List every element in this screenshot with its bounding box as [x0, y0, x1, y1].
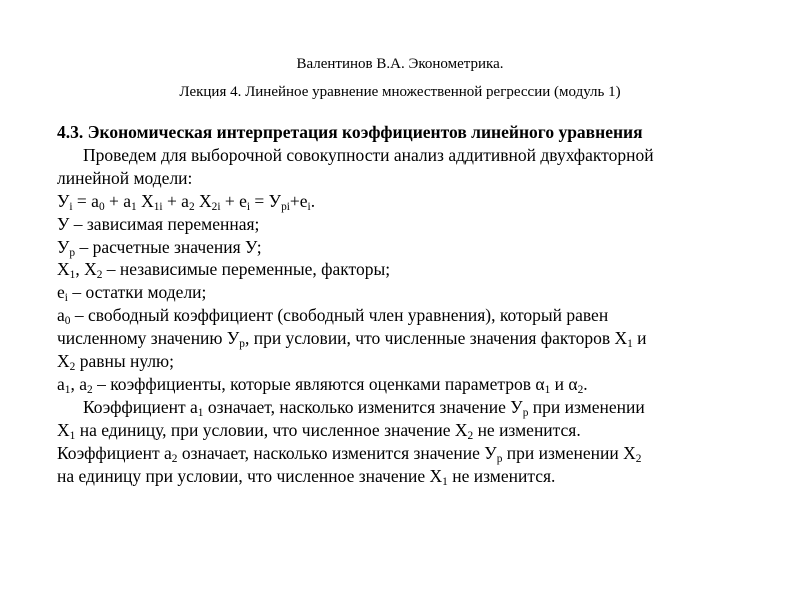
subscript: 1 [544, 383, 551, 396]
subscript: 2 [577, 383, 584, 396]
subscript: 2 [69, 360, 76, 373]
lecture-title: Лекция 4. Линейное уравнение множественной регрессии (модуль 1) [179, 84, 621, 100]
text-line [57, 144, 757, 167]
text-run: X [57, 419, 70, 440]
text-run: , а [70, 373, 87, 394]
subscript: 1 [69, 429, 76, 442]
subscript: 1 [442, 475, 448, 488]
text-run: + е [220, 190, 247, 211]
text-run: , при условии, что численные значения факторов X [244, 328, 628, 349]
text-run: – независимые переменные, факторы; [102, 259, 391, 280]
text-run: означает, насколько изменится значение У [203, 396, 523, 417]
text-run: а [57, 373, 65, 394]
subscript: 1i [153, 200, 163, 213]
text-run: X [57, 351, 70, 372]
text-run: е [57, 282, 65, 303]
text-run: равны нулю; [75, 351, 174, 372]
text-line [57, 465, 757, 488]
text-line [57, 258, 757, 281]
text-run: У [57, 236, 70, 257]
subscript: 0 [64, 315, 71, 328]
text-run: на единицу, при условии, что численное значение X [75, 419, 468, 440]
text-line [57, 167, 757, 190]
text-line [57, 350, 757, 373]
subscript: 2 [467, 429, 474, 442]
text-run: и α [550, 373, 578, 394]
text-run: линейной модели: [57, 167, 193, 188]
text-run: У [57, 190, 70, 211]
text-run: + а [104, 190, 132, 211]
text-run: численному значению У [57, 328, 240, 349]
text-run: не изменится. [473, 419, 581, 440]
text-run: У – зависимая переменная; [57, 213, 260, 234]
author-course-title: Валентинов В.А. Эконометрика. [296, 56, 504, 72]
text-run: при изменении X [502, 442, 636, 463]
text-run: . [310, 190, 316, 211]
section-body [57, 121, 757, 488]
subscript: 1 [627, 338, 633, 350]
subscript: 2 [87, 383, 93, 396]
text-line [57, 442, 757, 465]
subscript: i [69, 200, 73, 213]
text-run: при изменении [528, 396, 645, 417]
text-run: на единицу при условии, что численное значение X [57, 465, 443, 486]
text-run: , X [75, 259, 97, 280]
subscript: р [522, 406, 529, 419]
text-run: . [583, 373, 588, 394]
subscript: 1 [69, 269, 76, 282]
subscript: р [239, 338, 245, 350]
text-line [57, 373, 757, 396]
text-run: – коэффициенты, которые являются оценками параметров α [92, 373, 545, 394]
text-run: не изменится. [447, 465, 556, 486]
text-line [57, 281, 757, 304]
subscript: 1 [64, 383, 71, 396]
subscript: 1 [197, 406, 204, 419]
text-run: и [632, 328, 647, 349]
subscript: 2i [211, 200, 221, 213]
text-line [57, 213, 757, 236]
text-run: X [194, 190, 212, 211]
subscript: р [69, 246, 76, 259]
section-text [57, 144, 757, 488]
section-title: 4.3. Экономическая интерпретация коэффициентов линейного уравнения [57, 122, 643, 142]
text-run: означает, насколько изменится значение У [177, 442, 497, 463]
subscript: 0 [98, 200, 105, 213]
subscript: i [307, 200, 311, 213]
subscript: 1 [131, 200, 137, 213]
text-line [57, 190, 757, 213]
text-run: = а [72, 190, 99, 211]
text-line [57, 396, 757, 419]
subscript: 2 [171, 452, 178, 465]
text-run: – остатки модели; [67, 282, 207, 303]
text-run: Коэффициент а [83, 396, 198, 417]
text-line [57, 236, 757, 259]
text-run: X [57, 259, 70, 280]
subscript: pi [281, 200, 290, 213]
text-run: + а [162, 190, 189, 211]
text-run: Проведем для выборочной совокупности анализ аддитивной двухфакторной [83, 144, 654, 165]
subscript: i [64, 292, 68, 305]
text-run: – свободный коэффициент (свободный член уравнения), который равен [70, 305, 609, 326]
text-line [57, 419, 757, 442]
text-run: X [136, 190, 154, 211]
subscript: 2 [96, 269, 103, 282]
text-run: +е [289, 190, 308, 211]
text-run: = У [250, 190, 282, 211]
subscript: 2 [188, 200, 195, 213]
text-line [57, 304, 757, 327]
subscript: р [496, 452, 503, 465]
text-run: – расчетные значения У; [75, 236, 262, 257]
text-line [57, 327, 757, 350]
subscript: 2 [635, 452, 642, 465]
subscript: i [246, 200, 251, 213]
text-run: а [57, 305, 65, 326]
text-run: Коэффициент а [57, 442, 172, 463]
